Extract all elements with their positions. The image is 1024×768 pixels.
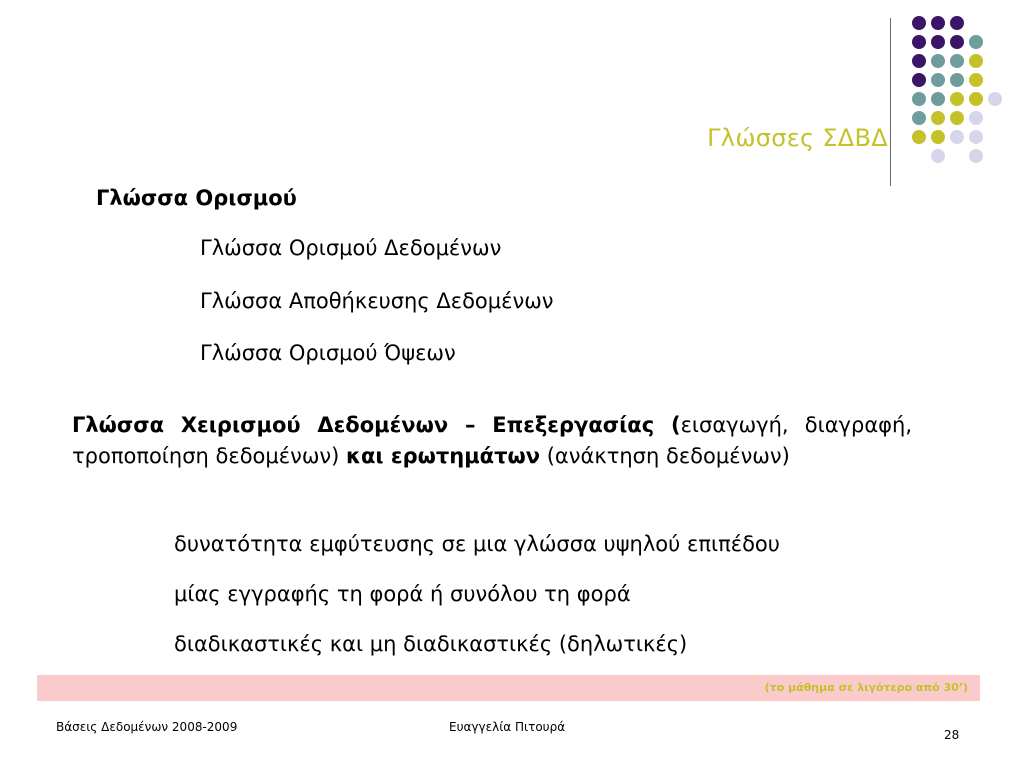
decorative-dot bbox=[969, 35, 983, 49]
decorative-dot bbox=[950, 54, 964, 68]
decorative-dot bbox=[969, 54, 983, 68]
decorative-dot bbox=[931, 16, 945, 30]
decorative-dot bbox=[931, 111, 945, 125]
definition-item-3: Γλώσσα Ορισμού Όψεων bbox=[200, 341, 456, 365]
definition-item-2: Γλώσσα Αποθήκευσης Δεδομένων bbox=[200, 289, 554, 313]
decorative-dot bbox=[988, 92, 1002, 106]
decorative-dot bbox=[912, 92, 926, 106]
manipulation-language-paragraph bbox=[72, 410, 912, 472]
duration-note: (το μάθημα σε λιγότερο από 30’) bbox=[764, 681, 968, 694]
manipulation-text-end: (ανάκτηση δεδομένων) bbox=[540, 444, 790, 468]
definition-language-heading: Γλώσσα Ορισμού bbox=[96, 186, 297, 210]
manipulation-text: εισαγωγή, διαγραφή, τροποποίηση δεδομένων) bbox=[72, 413, 912, 468]
queries-bold-text: και ερωτημάτων bbox=[346, 444, 541, 468]
footer-author: Ευαγγελία Πιτουρά bbox=[449, 720, 566, 734]
note-bar bbox=[37, 675, 980, 701]
decorative-dot bbox=[931, 35, 945, 49]
decorative-dot bbox=[969, 149, 983, 163]
decorative-dot bbox=[931, 149, 945, 163]
decorative-dot bbox=[950, 92, 964, 106]
slide-title: Γλώσσες ΣΔΒΔ bbox=[707, 124, 888, 152]
decorative-dot bbox=[969, 92, 983, 106]
manipulation-item-2: μίας εγγραφής τη φορά ή συνόλου τη φορά bbox=[174, 582, 631, 606]
decorative-dot bbox=[912, 130, 926, 144]
decorative-dot bbox=[950, 111, 964, 125]
dot-grid-icon bbox=[0, 0, 1024, 200]
decorative-dot bbox=[950, 35, 964, 49]
decorative-dot bbox=[931, 92, 945, 106]
decorative-dot bbox=[931, 73, 945, 87]
decorative-dot bbox=[950, 73, 964, 87]
decorative-dot bbox=[950, 130, 964, 144]
decorative-dot bbox=[969, 130, 983, 144]
decorative-dot bbox=[912, 54, 926, 68]
decorative-dot bbox=[969, 111, 983, 125]
decorative-dot bbox=[912, 35, 926, 49]
decorative-dot bbox=[931, 130, 945, 144]
decorative-dot bbox=[912, 16, 926, 30]
decorative-dot bbox=[950, 16, 964, 30]
manipulation-item-3: διαδικαστικές και μη διαδικαστικές (δηλωτικές) bbox=[174, 632, 688, 656]
decorative-dot bbox=[912, 111, 926, 125]
decorative-dot bbox=[931, 54, 945, 68]
decorative-dot bbox=[912, 73, 926, 87]
footer-course: Βάσεις Δεδομένων 2008-2009 bbox=[56, 720, 238, 734]
definition-item-1: Γλώσσα Ορισμού Δεδομένων bbox=[200, 236, 502, 260]
decorative-dot bbox=[969, 73, 983, 87]
page-number: 28 bbox=[944, 728, 960, 742]
title-divider-line bbox=[890, 18, 891, 186]
manipulation-item-1: δυνατότητα εμφύτευσης σε μια γλώσσα υψηλού επιπέδου bbox=[174, 532, 780, 556]
manipulation-heading: Γλώσσα Χειρισμού Δεδομένων – Επεξεργασίας ( bbox=[72, 413, 681, 437]
